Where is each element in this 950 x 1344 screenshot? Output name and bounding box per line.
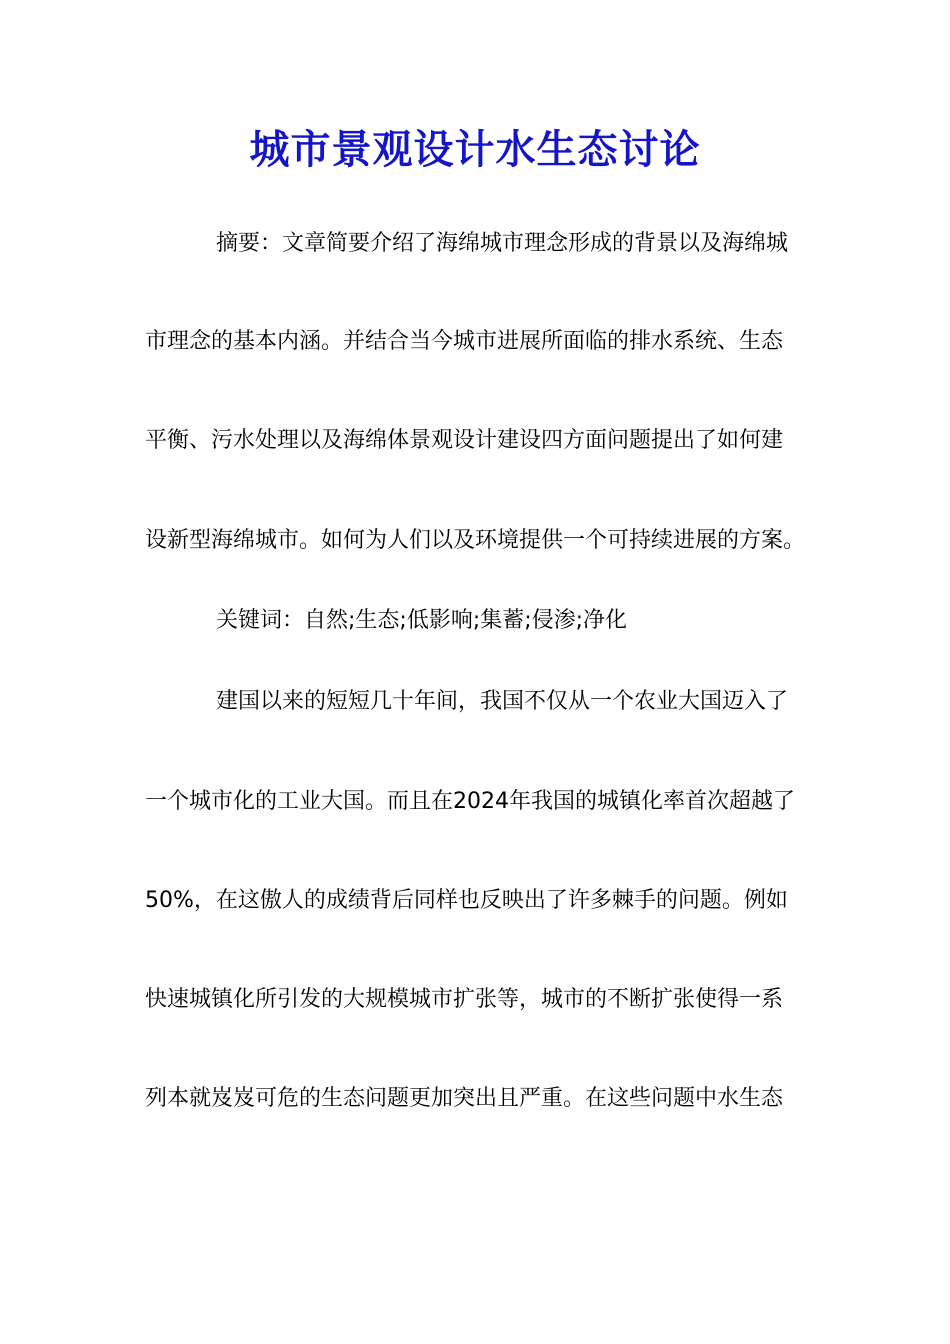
body-line-4: 快速城镇化所引发的大规模城市扩张等，城市的不断扩张使得一系 [145,987,784,1012]
document-title: 城市景观设计水生态讨论 [249,126,701,173]
abstract-line-3: 平衡、污水处理以及海绵体景观设计建设四方面问题提出了如何建 [145,428,784,453]
body-line-3: 50%，在这傲人的成绩背后同样也反映出了许多棘手的问题。例如 [145,888,788,913]
abstract-line-4: 设新型海绵城市。如何为人们以及环境提供一个可持续进展的方案。 [145,528,806,553]
keywords-line: 关键词：自然;生态;低影响;集蓄;侵渗;净化 [216,608,628,633]
body-line-5: 列本就岌岌可危的生态问题更加突出且严重。在这些问题中水生态 [145,1086,784,1111]
body-line-2: 一个城市化的工业大国。而且在2024年我国的城镇化率首次超越了 [145,789,795,814]
body-line-1: 建国以来的短短几十年间，我国不仅从一个农业大国迈入了 [216,689,789,714]
abstract-line-2: 市理念的基本内涵。并结合当今城市进展所面临的排水系统、生态 [145,329,784,354]
abstract-line-1: 摘要：文章简要介绍了海绵城市理念形成的背景以及海绵城 [216,231,789,256]
